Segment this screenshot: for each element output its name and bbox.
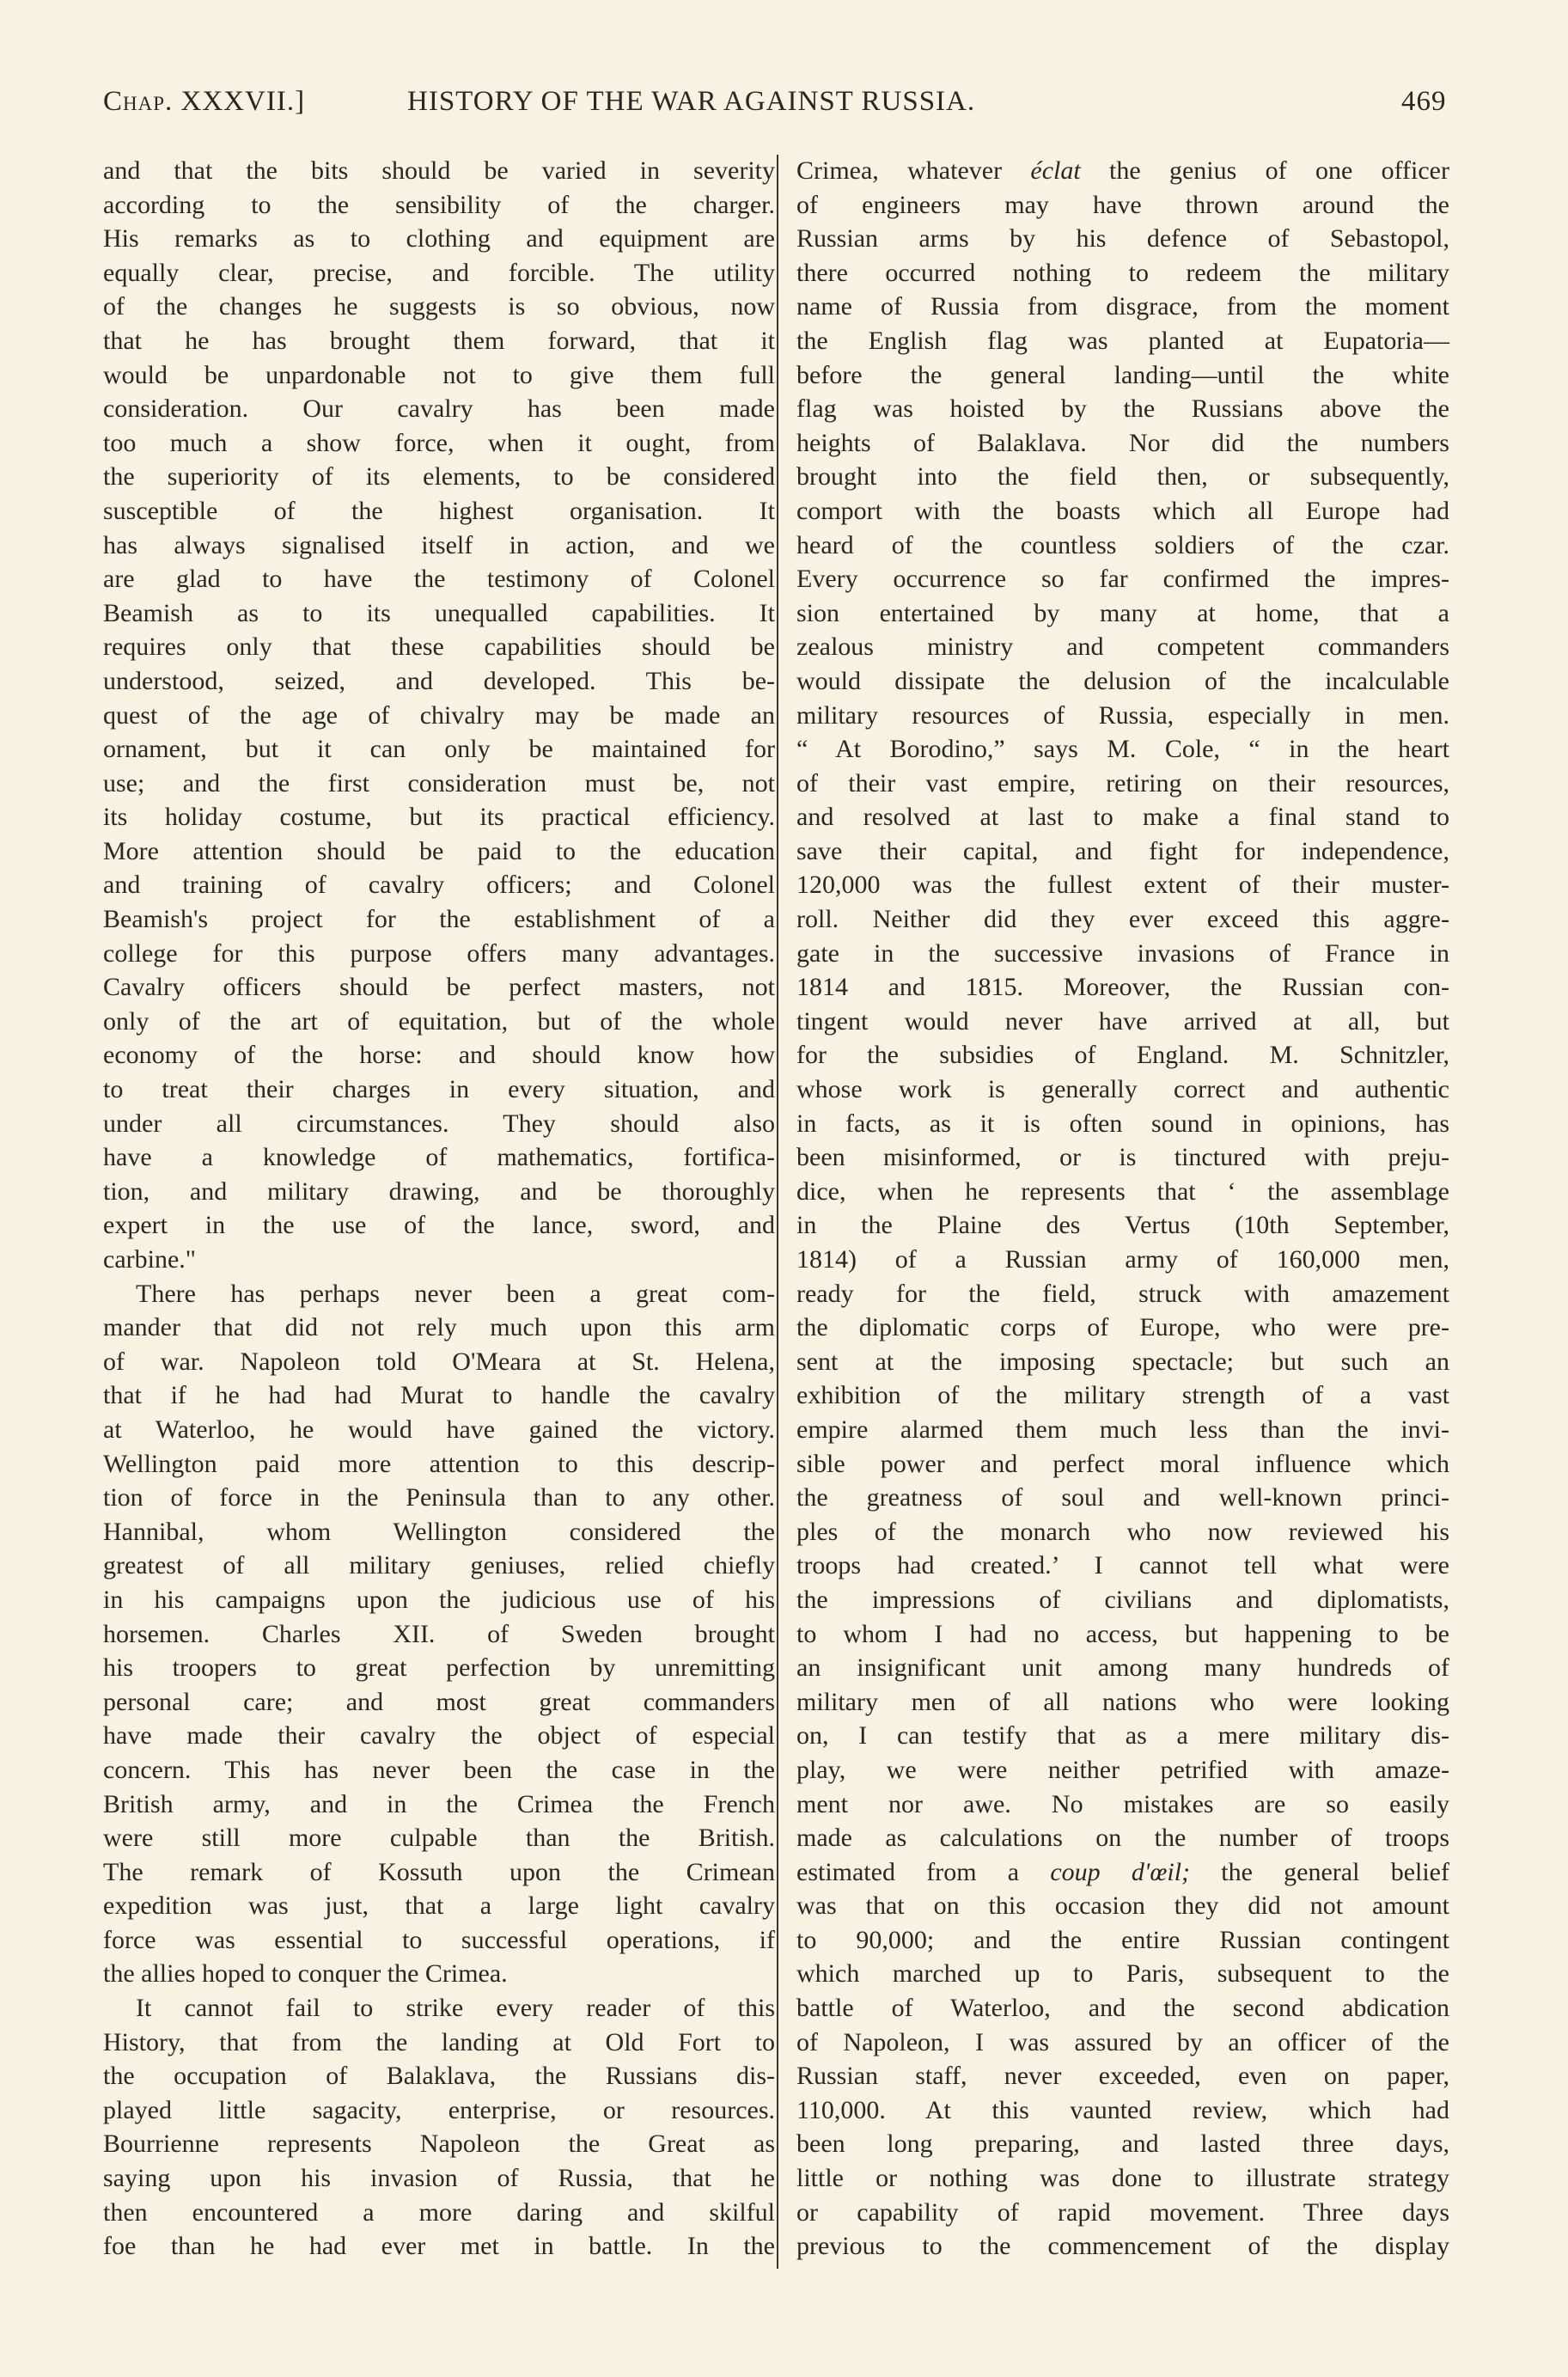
- text-line: have made their cavalry the object of especial: [103, 1721, 775, 1751]
- text-line: expert in the use of the lance, sword, and: [103, 1211, 775, 1240]
- text-line: requires only that these capabilities should be: [103, 632, 775, 662]
- text-line: mander that did not rely much upon this arm: [103, 1313, 775, 1342]
- text-line: troops had created.’ I cannot tell what were: [796, 1551, 1449, 1580]
- text-line: the impressions of civilians and diplomatists,: [796, 1585, 1449, 1614]
- text-line: ment nor awe. No mistakes are so easily: [796, 1789, 1449, 1818]
- text-line: More attention should be paid to the education: [103, 836, 775, 865]
- text-line: understood, seized, and developed. This be-: [103, 666, 775, 695]
- text-line: battle of Waterloo, and the second abdication: [796, 1994, 1449, 2023]
- text-line: British army, and in the Crimea the French: [103, 1789, 775, 1818]
- text-line: His remarks as to clothing and equipment are: [103, 224, 775, 254]
- text-line: college for this purpose offers many advantages.: [103, 938, 775, 968]
- text-line: made as calculations on the number of troops: [796, 1824, 1449, 1853]
- text-line: are glad to have the testimony of Colonel: [103, 565, 775, 594]
- text-line: that if he had had Murat to handle the cavalry: [103, 1381, 775, 1410]
- text-line: saying upon his invasion of Russia, that he: [103, 2164, 775, 2193]
- right-text-column: [796, 154, 1449, 2264]
- text-line: ornament, but it can only be maintained for: [103, 735, 775, 764]
- text-line: then encountered a more daring and skilful: [103, 2197, 775, 2227]
- text-line: save their capital, and fight for independence,: [796, 836, 1449, 865]
- text-line: foe than he had ever met in battle. In the: [103, 2232, 775, 2261]
- text-line: greatest of all military geniuses, relied chiefly: [103, 1551, 775, 1580]
- text-line: Beamish's project for the establishment of a: [103, 905, 775, 934]
- text-line: expedition was just, that a large light cavalry: [103, 1891, 775, 1921]
- text-line: the allies hoped to conquer the Crimea.: [103, 1959, 508, 1989]
- text-line: would be unpardonable not to give them full: [103, 360, 775, 389]
- italic-text: coup d'œil;: [1050, 1857, 1191, 1886]
- text-line: in the Plaine des Vertus (10th September,: [796, 1211, 1449, 1240]
- text-line: has always signalised itself in action, and we: [103, 530, 775, 559]
- text-line: 1814 and 1815. Moreover, the Russian con-: [796, 973, 1449, 1002]
- text-line: the English flag was planted at Eupatoria—: [796, 326, 1449, 355]
- text-line: whose work is generally correct and authentic: [796, 1075, 1449, 1104]
- text-line: exhibition of the military strength of a vast: [796, 1381, 1449, 1410]
- text-line: was that on this occasion they did not amount: [796, 1891, 1449, 1921]
- text-line: at Waterloo, he would have gained the victory.: [103, 1415, 775, 1444]
- text-line: the diplomatic corps of Europe, who were pre-: [796, 1313, 1449, 1342]
- text-line: [796, 1855, 1449, 1890]
- text-line: the superiority of its elements, to be considered: [103, 462, 775, 492]
- text-line: “ At Borodino,” says M. Cole, “ in the heart: [796, 735, 1449, 764]
- text-segment: estimated from a: [796, 1857, 1051, 1886]
- text-line: of engineers may have thrown around the: [796, 190, 1449, 219]
- text-line: before the general landing—until the white: [796, 360, 1449, 389]
- page-number: 469: [1401, 86, 1447, 117]
- text-segment: the general belief: [1190, 1857, 1449, 1886]
- text-line: in his campaigns upon the judicious use of his: [103, 1585, 775, 1614]
- text-line: 1814) of a Russian army of 160,000 men,: [796, 1245, 1449, 1274]
- text-line: or capability of rapid movement. Three days: [796, 2197, 1449, 2227]
- text-line: would dissipate the delusion of the incalculable: [796, 666, 1449, 695]
- text-line: its holiday costume, but its practical efficiency.: [103, 803, 775, 832]
- text-line: The remark of Kossuth upon the Crimean: [103, 1857, 775, 1886]
- text-line: gate in the successive invasions of France in: [796, 938, 1449, 968]
- text-line: 110,000. At this vaunted review, which had: [796, 2095, 1449, 2124]
- text-line: Every occurrence so far confirmed the impres-: [796, 565, 1449, 594]
- text-segment: Crimea, whatever: [796, 156, 1031, 185]
- text-line: to whom I had no access, but happening to be: [796, 1619, 1449, 1648]
- text-line: for the subsidies of England. M. Schnitzler,: [796, 1041, 1449, 1070]
- text-line: played little sagacity, enterprise, or resources.: [103, 2095, 775, 2124]
- text-line: been misinformed, or is tinctured with preju-: [796, 1143, 1449, 1172]
- text-line: horsemen. Charles XII. of Sweden brought: [103, 1619, 775, 1648]
- text-line: previous to the commencement of the display: [796, 2232, 1449, 2261]
- text-line: an insignificant unit among many hundreds of: [796, 1653, 1449, 1683]
- text-line: sible power and perfect moral influence which: [796, 1449, 1449, 1478]
- running-head-chapter: Chap. XXXVII.]: [103, 86, 306, 117]
- text-line: have a knowledge of mathematics, fortifica-: [103, 1143, 775, 1172]
- text-line: quest of the age of chivalry may be made an: [103, 700, 775, 730]
- text-line: on, I can testify that as a mere military dis-: [796, 1721, 1449, 1751]
- text-line: [796, 154, 1449, 188]
- text-line: the greatness of soul and well-known princi-: [796, 1483, 1449, 1512]
- text-line: and that the bits should be varied in severity: [103, 156, 775, 185]
- italic-text: éclat: [1030, 156, 1081, 185]
- text-line: military men of all nations who were looking: [796, 1687, 1449, 1716]
- text-line: there occurred nothing to redeem the military: [796, 258, 1449, 287]
- text-line: Beamish as to its unequalled capabilities. It: [103, 598, 775, 627]
- text-line: heights of Balaklava. Nor did the numbers: [796, 428, 1449, 457]
- text-line: It cannot fail to strike every reader of this: [136, 1994, 775, 2023]
- text-line: tion, and military drawing, and be thoroughly: [103, 1176, 775, 1206]
- text-line: little or nothing was done to illustrate strategy: [796, 2164, 1449, 2193]
- text-line: play, we were neither petrified with amaze-: [796, 1755, 1449, 1784]
- text-line: consideration. Our cavalry has been made: [103, 394, 775, 424]
- text-line: only of the art of equitation, but of the whole: [103, 1006, 775, 1036]
- text-line: were still more culpable than the British.: [103, 1824, 775, 1853]
- text-line: to treat their charges in every situation, and: [103, 1075, 775, 1104]
- text-line: roll. Neither did they ever exceed this aggre-: [796, 905, 1449, 934]
- running-head-title: HISTORY OF THE WAR AGAINST RUSSIA.: [407, 86, 976, 117]
- text-line: of their vast empire, retiring on their resources,: [796, 768, 1449, 797]
- text-line: flag was hoisted by the Russians above the: [796, 394, 1449, 424]
- text-line: military resources of Russia, especially in men.: [796, 700, 1449, 730]
- text-line: zealous ministry and competent commanders: [796, 632, 1449, 662]
- text-line: dice, when he represents that ‘ the assemblage: [796, 1176, 1449, 1206]
- text-line: 120,000 was the fullest extent of their muster-: [796, 871, 1449, 900]
- text-line: carbine.": [103, 1245, 197, 1274]
- text-line: under all circumstances. They should also: [103, 1109, 775, 1138]
- text-segment: the genius of one officer: [1080, 156, 1449, 185]
- text-line: Russian staff, never exceeded, even on paper,: [796, 2062, 1449, 2091]
- text-line: sent at the imposing spectacle; but such an: [796, 1347, 1449, 1376]
- text-line: force was essential to successful operations, if: [103, 1925, 775, 1954]
- text-line: heard of the countless soldiers of the czar.: [796, 530, 1449, 559]
- text-line: Russian arms by his defence of Sebastopol,: [796, 224, 1449, 254]
- text-line: concern. This has never been the case in the: [103, 1755, 775, 1784]
- text-line: susceptible of the highest organisation. It: [103, 496, 775, 525]
- text-line: too much a show force, when it ought, from: [103, 428, 775, 457]
- text-line: to 90,000; and the entire Russian contingent: [796, 1925, 1449, 1954]
- text-line: History, that from the landing at Old Fort to: [103, 2027, 775, 2056]
- text-line: There has perhaps never been a great com-: [136, 1279, 775, 1308]
- text-line: which marched up to Paris, subsequent to the: [796, 1959, 1449, 1989]
- column-divider: [777, 155, 778, 2269]
- text-line: of the changes he suggests is so obvious, now: [103, 292, 775, 321]
- text-line: and training of cavalry officers; and Colonel: [103, 871, 775, 900]
- text-line: sion entertained by many at home, that a: [796, 598, 1449, 627]
- text-line: in facts, as it is often sound in opinions, has: [796, 1109, 1449, 1138]
- text-line: Cavalry officers should be perfect masters, not: [103, 973, 775, 1002]
- text-line: comport with the boasts which all Europe had: [796, 496, 1449, 525]
- text-line: ples of the monarch who now reviewed his: [796, 1517, 1449, 1546]
- text-line: personal care; and most great commanders: [103, 1687, 775, 1716]
- text-line: tion of force in the Peninsula than to any other.: [103, 1483, 775, 1512]
- text-line: Bourrienne represents Napoleon the Great as: [103, 2130, 775, 2159]
- text-line: empire alarmed them much less than the invi-: [796, 1415, 1449, 1444]
- text-line: the occupation of Balaklava, the Russians dis-: [103, 2062, 775, 2091]
- text-line: equally clear, precise, and forcible. The utility: [103, 258, 775, 287]
- text-line: brought into the field then, or subsequently,: [796, 462, 1449, 492]
- text-line: Wellington paid more attention to this descrip-: [103, 1449, 775, 1478]
- text-line: been long preparing, and lasted three days,: [796, 2130, 1449, 2159]
- text-line: tingent would never have arrived at all, but: [796, 1006, 1449, 1036]
- text-line: economy of the horse: and should know how: [103, 1041, 775, 1070]
- text-line: of Napoleon, I was assured by an officer of the: [796, 2027, 1449, 2056]
- text-line: ready for the field, struck with amazement: [796, 1279, 1449, 1308]
- left-text-column: [103, 154, 775, 2264]
- text-line: and resolved at last to make a final stand to: [796, 803, 1449, 832]
- text-line: use; and the first consideration must be, not: [103, 768, 775, 797]
- text-line: Hannibal, whom Wellington considered the: [103, 1517, 775, 1546]
- text-line: of war. Napoleon told O'Meara at St. Helena,: [103, 1347, 775, 1376]
- text-line: according to the sensibility of the charger.: [103, 190, 775, 219]
- text-line: name of Russia from disgrace, from the moment: [796, 292, 1449, 321]
- text-line: his troopers to great perfection by unremitting: [103, 1653, 775, 1683]
- text-line: that he has brought them forward, that it: [103, 326, 775, 355]
